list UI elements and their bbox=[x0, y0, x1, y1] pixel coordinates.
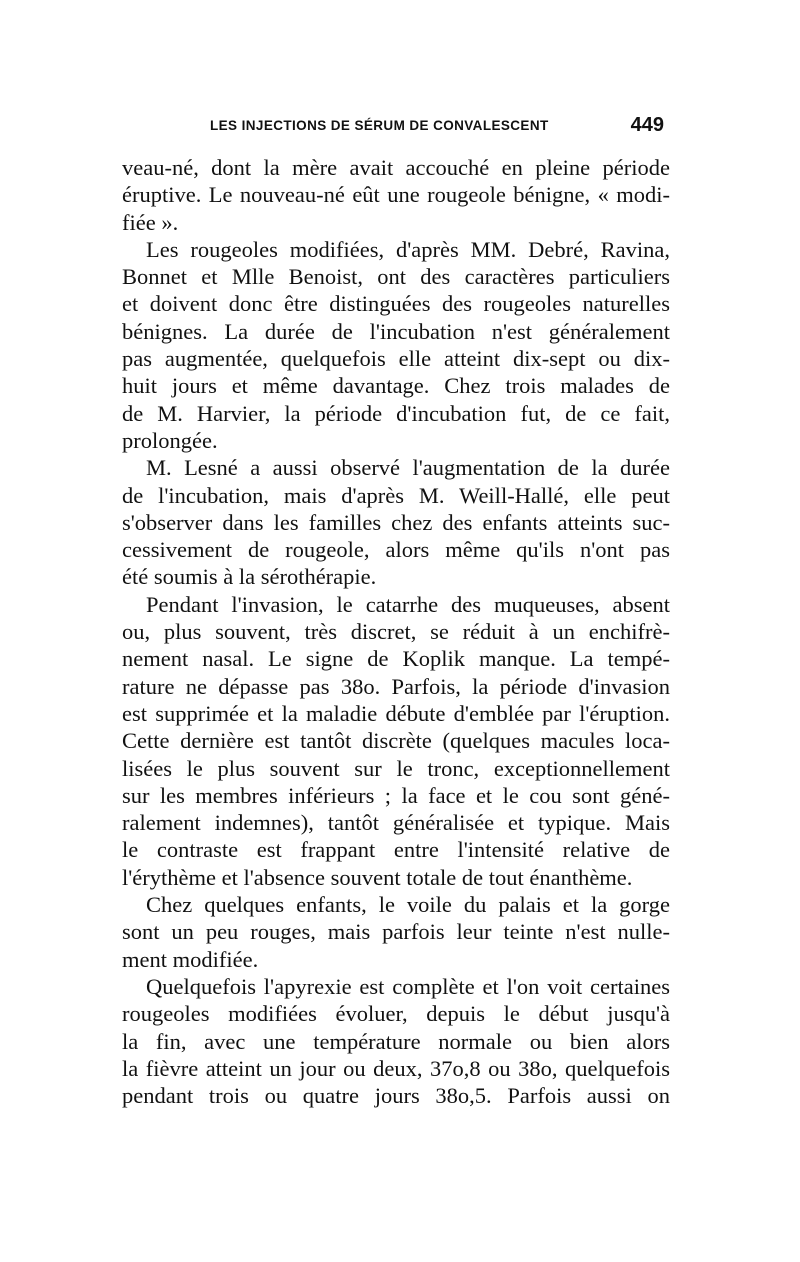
text-line: été soumis à la sérothérapie. bbox=[122, 564, 377, 590]
text-line: bénignes. La durée de l'incubation n'est généralement bbox=[122, 318, 670, 344]
text-line: nement nasal. Le signe de Koplik manque. La tempé- bbox=[122, 646, 670, 672]
running-title: LES INJECTIONS DE SÉRUM DE CONVALESCENT bbox=[210, 118, 549, 133]
text-line: Quelquefois l'apyrexie est complète et l'on voit certaines bbox=[146, 973, 670, 999]
paragraph bbox=[122, 454, 670, 590]
text-line: l'érythème et l'absence souvent totale de tout énanthème. bbox=[122, 864, 633, 890]
page-number: 449 bbox=[630, 114, 664, 136]
text-line: éruptive. Le nouveau-né eût une rougeole bénigne, « modi- bbox=[122, 182, 670, 208]
text-line: huit jours et même davantage. Chez trois malades de bbox=[122, 373, 670, 399]
text-line: ralement indemnes), tantôt généralisée et typique. Mais bbox=[122, 810, 670, 836]
paragraph bbox=[122, 591, 670, 891]
text-line: prolongée. bbox=[122, 427, 218, 453]
text-line: ment modifiée. bbox=[122, 946, 259, 972]
body-text bbox=[122, 154, 670, 1109]
text-line: la fin, avec une température normale ou bien alors bbox=[122, 1028, 670, 1054]
text-line: de l'incubation, mais d'après M. Weill-Hallé, elle peut bbox=[122, 482, 670, 508]
paragraph bbox=[122, 891, 670, 973]
paragraph bbox=[122, 154, 670, 236]
text-line: Cette dernière est tantôt discrète (quelques macules loca- bbox=[122, 728, 670, 754]
text-line: sont un peu rouges, mais parfois leur teinte n'est nulle- bbox=[122, 919, 670, 945]
paragraph bbox=[122, 973, 670, 1109]
text-line: est supprimée et la maladie débute d'emblée par l'éruption. bbox=[122, 700, 670, 726]
text-line: cessivement de rougeole, alors même qu'ils n'ont pas bbox=[122, 537, 670, 563]
text-line: ou, plus souvent, très discret, se réduit à un enchifrè- bbox=[122, 619, 670, 645]
text-line: M. Lesné a aussi observé l'augmentation de la durée bbox=[146, 455, 670, 481]
text-line: de M. Harvier, la période d'incubation fut, de ce fait, bbox=[122, 400, 670, 426]
text-line: rature ne dépasse pas 38o. Parfois, la période d'invasion bbox=[122, 673, 670, 699]
running-header bbox=[122, 114, 670, 142]
text-line: pendant trois ou quatre jours 38o,5. Parfois aussi on bbox=[122, 1083, 670, 1109]
text-line: lisées le plus souvent sur le tronc, exceptionnellement bbox=[122, 755, 670, 781]
text-line: et doivent donc être distinguées des rougeoles naturelles bbox=[122, 291, 670, 317]
text-line: pas augmentée, quelquefois elle atteint dix-sept ou dix- bbox=[122, 346, 670, 372]
text-line: sur les membres inférieurs ; la face et le cou sont géné- bbox=[122, 782, 670, 808]
paragraph bbox=[122, 236, 670, 454]
text-line: rougeoles modifiées évoluer, depuis le début jusqu'à bbox=[122, 1001, 670, 1027]
text-line: Pendant l'invasion, le catarrhe des muqueuses, absent bbox=[146, 591, 670, 617]
text-line: Chez quelques enfants, le voile du palais et la gorge bbox=[146, 892, 670, 918]
text-line: s'observer dans les familles chez des enfants atteints suc- bbox=[122, 509, 670, 535]
text-line: veau-né, dont la mère avait accouché en pleine période bbox=[122, 155, 670, 180]
text-line: fiée ». bbox=[122, 209, 179, 235]
text-line: Les rougeoles modifiées, d'après MM. Debré, Ravina, bbox=[146, 236, 670, 262]
text-line: le contraste est frappant entre l'intensité relative de bbox=[122, 837, 670, 863]
text-line: Bonnet et Mlle Benoist, ont des caractères particuliers bbox=[122, 264, 670, 290]
text-line: la fièvre atteint un jour ou deux, 37o,8 ou 38o, quelquefois bbox=[122, 1055, 670, 1081]
